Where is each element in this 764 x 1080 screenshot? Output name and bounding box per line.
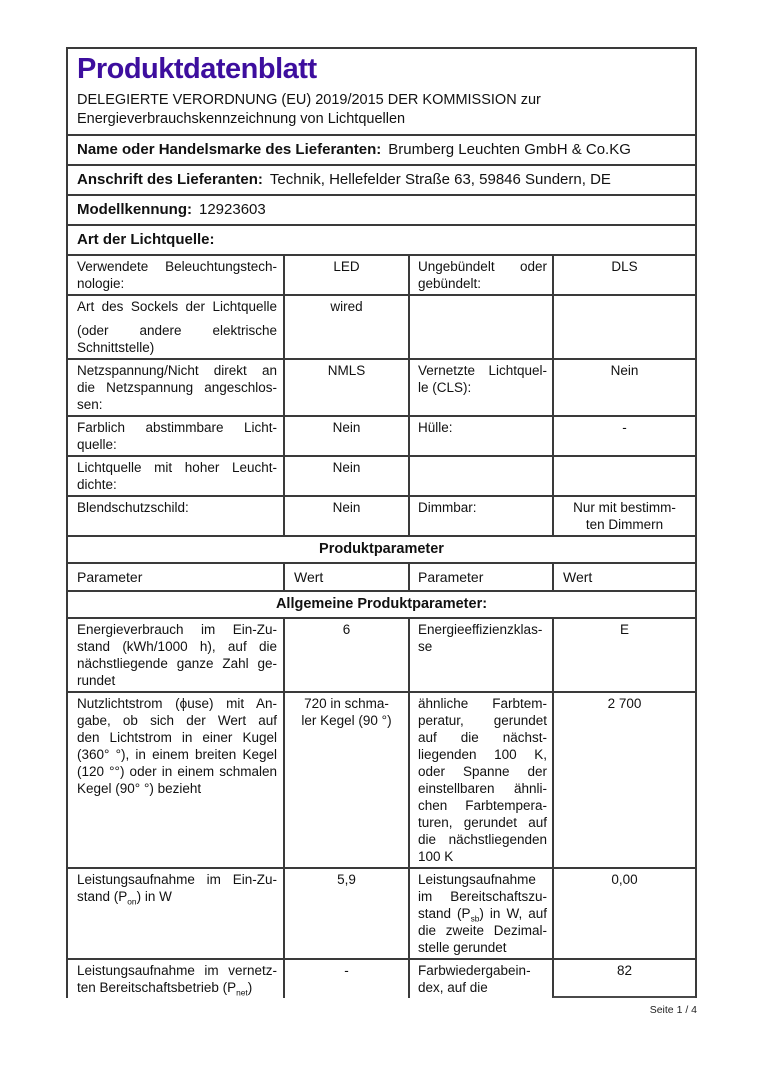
param-cell: Leistungsaufnahme im Bereitschaftszu- stand $(P_{sb})$ in W, auf die zweite Dezimal- stelle gerundet — [408, 869, 552, 958]
light-source-type-row — [68, 224, 695, 254]
value-cell: Nur mit bestimm- ten Dimmern — [552, 497, 695, 535]
param-cell: Vernetzte Lichtquel- le (CLS): — [408, 360, 552, 415]
model-id-label: Modellkennung: — [77, 201, 192, 218]
value-cell: E — [552, 619, 695, 691]
param-cell: Blendschutzschild: — [77, 500, 189, 515]
column-header: Wert — [283, 564, 408, 590]
column-header: Parameter — [408, 564, 552, 590]
table-header-row — [68, 562, 695, 590]
document-header — [68, 49, 695, 134]
param-cell: Farblich abstimmbare Licht- quelle: — [77, 420, 277, 452]
table-row — [68, 415, 695, 455]
param-cell: Hülle: — [408, 417, 552, 455]
param-cell: Lichtquelle mit hoher Leucht- dichte: — [77, 460, 277, 492]
light-source-type-label: Art der Lichtquelle: — [77, 231, 215, 248]
value-cell: Nein — [283, 457, 408, 495]
param-cell — [408, 296, 552, 358]
table-row — [68, 867, 695, 958]
value-cell: Nein — [283, 417, 408, 455]
column-header: Parameter — [77, 569, 143, 585]
model-id-value: 12923603 — [199, 201, 266, 218]
param-cell: Ungebündelt oder gebündelt: — [408, 256, 552, 294]
value-cell: 5,9 — [283, 869, 408, 958]
value-cell: LED — [283, 256, 408, 294]
value-cell: 82 — [552, 960, 695, 998]
param-cell: Leistungsaufnahme im Ein-Zu- stand $(P_{on})$ in W — [77, 872, 277, 907]
column-header: Wert — [552, 564, 695, 590]
supplier-name-value: Brumberg Leuchten GmbH & Co.KG — [388, 141, 631, 158]
param-cell: Energieeffizienzklas- se — [408, 619, 552, 691]
param-cell: Netzspannung/Nicht direkt an die Netzspannung angeschlos- sen: — [77, 363, 277, 412]
table-row — [68, 691, 695, 867]
supplier-name-row — [68, 134, 695, 164]
value-cell: 720 in schma- ler Kegel (90 °) — [283, 693, 408, 867]
param-cell: Dimmbar: — [408, 497, 552, 535]
product-datasheet — [66, 47, 697, 998]
table-row-clipped — [68, 958, 695, 998]
regulation-subtitle: DELEGIERTE VERORDNUNG (EU) 2019/2015 DER KOMMISSION zur Energieverbrauchskennzeichnung von Lichtquellen — [77, 92, 541, 127]
value-cell: DLS — [552, 256, 695, 294]
param-cell: Art des Sockels der Lichtquelle (oder andere elektrische Schnittstelle) — [77, 299, 277, 355]
param-cell: Farbwiedergabein- dex, auf die — [408, 960, 552, 998]
param-cell — [408, 457, 552, 495]
table-row — [68, 254, 695, 294]
value-cell: 0,00 — [552, 869, 695, 958]
model-id-row — [68, 194, 695, 224]
param-cell: ähnliche Farbtem- peratur, gerundet auf die nächst- liegenden 100 K, oder Spanne der einstellbaren ähnli- chen Farbtempera- turen, gerundet auf die nächstliegenden 100 K — [408, 693, 552, 867]
value-cell: Nein — [552, 360, 695, 415]
page-number: Seite 1 / 4 — [649, 1004, 697, 1016]
value-cell — [552, 296, 695, 358]
table-row — [68, 358, 695, 415]
value-cell: 2 700 — [552, 693, 695, 867]
value-cell: - — [552, 417, 695, 455]
table-row — [68, 617, 695, 691]
supplier-address-label: Anschrift des Lieferanten: — [77, 171, 263, 188]
param-cell: Verwendete Beleuchtungstech- nologie: — [77, 259, 277, 291]
table-row — [68, 294, 695, 358]
section-title-produktparameter: Produktparameter — [68, 535, 695, 562]
page-title: Produktdatenblatt — [77, 53, 317, 85]
value-cell: Nein — [283, 497, 408, 535]
supplier-name-label: Name oder Handelsmarke des Lieferanten: — [77, 141, 382, 158]
section-title-allgemeine-produktparameter: Allgemeine Produktparameter: — [68, 590, 695, 617]
table-row — [68, 495, 695, 535]
supplier-address-value: Technik, Hellefelder Straße 63, 59846 Sundern, DE — [269, 171, 611, 188]
supplier-address-row — [68, 164, 695, 194]
value-cell: - — [283, 960, 408, 998]
value-cell: NMLS — [283, 360, 408, 415]
value-cell — [552, 457, 695, 495]
param-cell: Leistungsaufnahme im vernetz- ten Bereitschaftsbetrieb $(P_{net})$ — [77, 963, 277, 998]
param-cell: Energieverbrauch im Ein-Zu- stand (kWh/1000 h), auf die nächstliegende ganze Zahl ge- rundet — [77, 622, 277, 688]
value-cell: 6 — [283, 619, 408, 691]
table-row — [68, 455, 695, 495]
value-cell: wired — [283, 296, 408, 358]
param-cell: Nutzlichtstrom (ϕuse) mit An- gabe, ob sich der Wert auf den Lichtstrom in einer Kugel (360° °), in einem breiten Kegel (120 °°) oder in einem schmalen Kegel (90° °) bezieht — [77, 696, 277, 796]
